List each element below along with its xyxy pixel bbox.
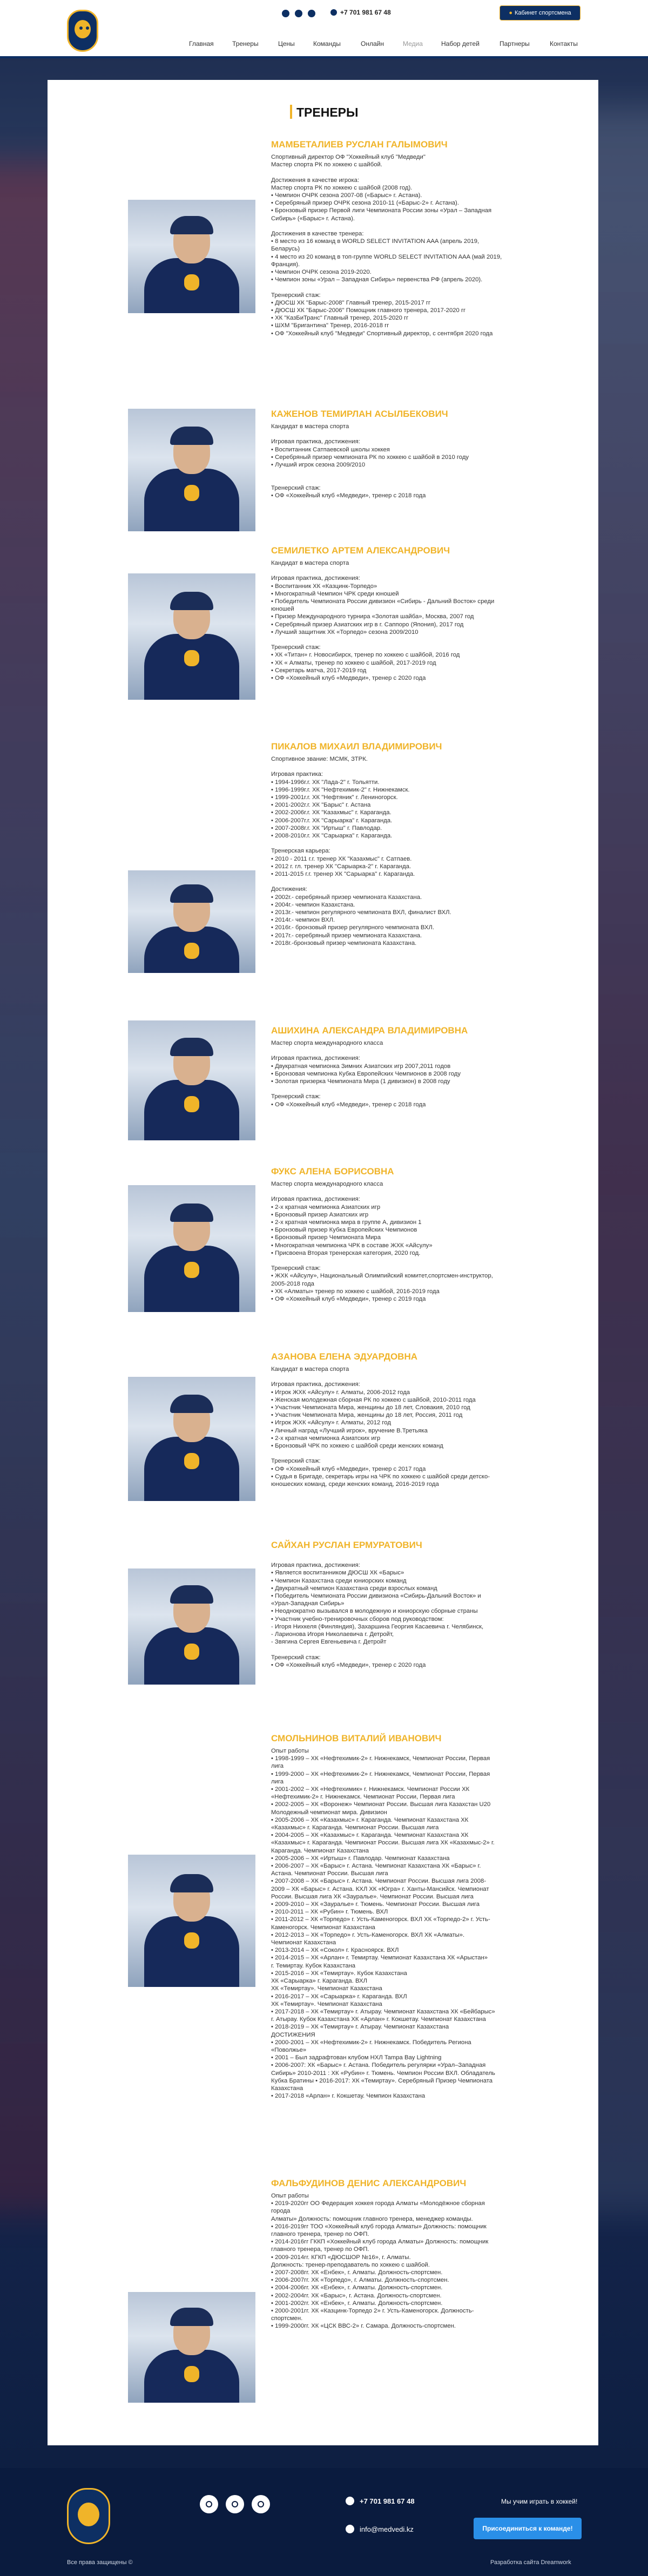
bio-line: Игровая практика, достижения: [271,1055,360,1062]
bio-line: • Бронзовый ЧРК по хоккею с шайбой среди женских команд [271,1443,443,1450]
bio-line: - Ларионова Игоря Николаевича г. Детройт, [271,1631,394,1638]
bio-line: • 2004-2006гг. ХК «Енбек», г. Алматы. Должность-спортсмен. [271,2284,443,2291]
coach-name: АШИХИНА АЛЕКСАНДРА ВЛАДИМИРОВНА [271,1025,468,1036]
bio-line: • 1999-2000 – ХК «Нефтехимик-2» г. Нижнекамск, Чемпионат России, Первая [271,1770,490,1777]
coach-photo [128,1855,255,1987]
user-icon: ● [509,10,512,16]
bio-line [271,1257,584,1265]
bio-line: лига [271,1778,284,1785]
bio-line: • Личный наград «Лучший игрок», вручение В.Третьяка [271,1427,428,1434]
bio-line: • 2007-2008 – ХК «Барыс» г. Астана. Чемпионат России. Высшая лига 2008- [271,1878,487,1885]
bio-line: • 2000-2001 – ХК «Нефтехимик-2» г. Нижнекамск. Победитель Региона [271,2039,471,2046]
bio-line: Игровая практика, достижения: [271,1196,360,1203]
bio-line: • 2016-2017 – ХК «Сарыарка» г. Караганда. ВХЛ [271,1993,407,2000]
bio-line: Опыт работы [271,2193,309,2199]
coach-photo [128,870,255,973]
coach-name: САЙХАН РУСЛАН ЕРМУРАТОВИЧ [271,1540,422,1550]
bio-line: • Бронзовая чемпионка Кубка Европейских Чемпионов в 2008 году [271,1070,461,1077]
bio-line: Мастер спорта РК по хоккею с шайбой. [271,161,382,168]
bio-line [271,840,584,847]
bio-line: • 2006-2007: ХК «Барыс» г. Астана. Победитель регулярки «Урал–Западная [271,2062,486,2069]
bio-line: • 2011-2012 – ХК «Торпедо» г. Усть-Каменогорск. ВХЛ ХК «Торпедо-2» г. Усть- [271,1916,490,1923]
bio-line: • Участник Чемпионата Мира, женщины до 18 лет, Россия, 2011 год [271,1412,463,1419]
nav-teams[interactable]: Команды [313,40,341,48]
coach-name: ПИКАЛОВ МИХАИЛ ВЛАДИМИРОВИЧ [271,741,442,752]
coach-photo [128,1568,255,1685]
bio-line: «Поволжье» [271,2046,307,2053]
bio-line: • 2014г.- чемпион ВХЛ. [271,917,335,924]
bio-line [271,1554,584,1561]
bio-line: • Бронзовый призер Кубка Европейских Чемпионов [271,1227,417,1234]
bio-line: Караганда. Чемпионат Казахстана [271,1847,369,1854]
bio-line: • ОФ «Хоккейный клуб «Медведи», тренер с 2020 года [271,1661,426,1668]
bio-line: • Призер Международного турнира «Золотая шайба», Москва, 2007 год [271,613,474,620]
footer-whatsapp-icon[interactable] [252,2495,270,2513]
bio-line: • Бронзовый призер Азиатских игр [271,1211,369,1218]
bio-line: Тренерская карьера: [271,848,330,855]
bio-line: • ОФ «Хоккейный клуб «Медведи», тренер с 2019 года [271,1296,426,1303]
bio-line: • Золотая призерка Чемпионата Мира (1 дивизион) в 2008 году [271,1078,450,1085]
bio-line: • 2012 г. гл. тренер ХК "Сарыарка-2" г. Караганда. [271,863,411,870]
bio-line [271,430,584,438]
bio-line: • 2015-2016 – ХК «Темиртау». Кубок Казахстана [271,1970,407,1977]
bio-line: • Воспитанник Сатпаевской школы хоккея [271,446,390,453]
header-phone-text: +7 701 981 67 48 [340,9,391,16]
bio-line: • ОФ «Хоккейный клуб «Медведи», тренер с 2017 года [271,1465,426,1472]
coach-bio [271,1554,584,1669]
bio-line: Сибирь» («Барыс» г. Астана). [271,215,355,222]
bio-line: «Нефтехимик-2» г. Нижнекамск. Чемпионат России, Первая лига [271,1794,455,1801]
bio-line: • Двукратный чемпион Казахстана среди взрослых команд [271,1585,437,1592]
bio-line: • Победитель Чемпионата России дивизиона «Сибирь-Дальний Восток» и [271,1593,481,1600]
coach-name: СЕМИЛЕТКО АРТЕМ АЛЕКСАНДРОВИЧ [271,545,450,556]
coach-name: ФУКС АЛЕНА БОРИСОВНА [271,1166,394,1177]
bio-line: • ШХМ "Бригантина" Тренер, 2016-2018 гг [271,322,389,329]
bio-line: Кандидат в мастера спорта [271,423,349,430]
bio-line: • Чемпион ОЧРК сезона 2019-2020. [271,269,372,276]
bio-line: • 2005-2006 – ХК «Казахмыс» г. Караганда. Чемпионат Казахстана ХК [271,1816,469,1823]
bio-line [271,1188,584,1195]
bio-line: • Многократный Чемпион ЧРК среди юношей [271,590,399,597]
nav-prices[interactable]: Цены [278,40,295,48]
coach-name: МАМБЕТАЛИЕВ РУСЛАН ГАЛЫМОВИЧ [271,139,448,150]
footer-phone[interactable] [346,2497,415,2505]
bio-line [271,283,584,291]
bio-line: Тренерский стаж: [271,1093,321,1100]
bio-line: • Победитель Чемпионата России дивизион «Сибирь - Дальний Восток» среди [271,598,495,605]
bio-line: • ОФ «Хоккейный клуб «Медведи», тренер с 2020 года [271,675,426,682]
bio-line: • 2006-2007гг. ХК «Торпедо», г. Алматы. Должность-спортсмен. [271,2277,449,2284]
bio-line: • 2002-2005 – ХК «Воронеж» Чемпионат России. Высшая лига Казахстан U20 [271,1801,491,1808]
coach-bio [271,1180,584,1303]
bio-line: • 2014-2015 – ХК «Арлан» г. Темиртау. Чемпионат Казахстана ХК «Арыстан» [271,1955,488,1962]
cabinet-button[interactable] [500,5,580,21]
bio-line: Игровая практика, достижения: [271,1381,360,1388]
bio-line: • 2001 – Был задрафтован клубом НХЛ Tampa Bay Lightning [271,2054,442,2061]
bio-line: • 1998-1999 – ХК «Нефтехимик-2» г. Нижнекамск, Чемпионат России, Первая [271,1755,490,1762]
bio-line: • 2019-2020гг ОО Федерация хоккея города Алматы «Молодёжное сборная [271,2200,485,2207]
bio-line: ХК «Темиртау». Чемпионат Казахстана [271,1985,382,1992]
bio-line: Кандидат в мастера спорта [271,560,349,566]
bio-line: Чемпионат Казахстана [271,1939,336,1946]
footer-logo[interactable] [67,2488,110,2544]
bio-line: • 2005-2006 – ХК «Иртыш» г. Павлодар. Чемпионат Казахстана [271,1855,450,1862]
bio-line: • 2009-2014гг. КГКП «ДЮСШОР №16», г. Алматы. [271,2254,411,2261]
footer-slogan: Мы учим играть в хоккей! [501,2498,578,2505]
bio-line [271,476,584,484]
nav-online[interactable]: Онлайн [361,40,384,48]
bear-logo[interactable] [67,10,98,52]
title-accent [290,105,292,119]
bio-line: Спортивное звание: МСМК, ЗТРК. [271,756,368,762]
bio-line: Достижения в качестве игрока: [271,177,360,184]
bio-line: «Казахмыс» г. Караганда. Чемпионат России. Высшая лига ХК «Казахмыс-2» г. [271,1840,495,1847]
bio-line: • 8 место из 16 команд в WORLD SELECT INVITATION AAA (апрель 2019, [271,238,480,245]
bio-line: • Чемпион ОЧРК сезона 2007-08 («Барыс» г. Астана). [271,192,422,199]
footer-facebook-icon[interactable] [200,2495,218,2513]
coach-photo [128,1377,255,1501]
bio-line: Тренерский стаж: [271,292,321,299]
bio-line: • Женская молодежная сборная РК по хоккею с шайбой, 2010-2011 года [271,1396,476,1403]
bio-line: • 1996-1999г.г. ХК "Нефтехимик-2" г. Нижнекамск. [271,786,410,793]
bio-line: Мастер спорта международного класса [271,1181,383,1187]
bio-line: • Серебряный призер чемпионата РК по хоккею с шайбой в 2010 году [271,454,469,461]
coach-bio [271,1365,584,1488]
coach-bio [271,153,584,337]
bio-line: • Судья в Бригаде, секретарь игры на ЧРК по хоккею с шайбой среди детско- [271,1473,490,1480]
bio-line: юношей [271,606,294,613]
coach-photo [128,2292,255,2403]
bio-line: «Казахмыс» г. Караганда. Чемпионат России. Высшая лига [271,1824,439,1831]
bio-line: • ОФ "Хоккейный клуб "Медведи" Спортивный директор, с сентября 2020 года [271,330,493,337]
footer-phone-text: +7 701 981 67 48 [360,2497,415,2505]
bio-line: города [271,2208,291,2215]
coach-name: АЗАНОВА ЕЛЕНА ЭДУАРДОВНА [271,1351,418,1362]
bio-line: Игровая практика, достижения: [271,575,360,582]
bio-line: • 2004г.- чемпион Казахстана. [271,901,355,908]
coach-bio [271,755,584,947]
bio-line: • Бронзовый призер Чемпионата Мира [271,1234,381,1241]
coach-bio [271,1039,584,1108]
coach-bio [271,423,584,499]
bio-line: • 2006-2007г.г. ХК "Сарыарка" г. Караганда. [271,817,393,824]
bio-line: • Секретарь матча, 2017-2019 год [271,667,367,674]
bio-line: • ХК "КазБиТранс" Главный тренер, 2015-2020 гг [271,315,409,322]
bio-line: • 2004-2005 – ХК «Казахмыс» г. Караганда. Чемпионат Казахстана ХК [271,1832,469,1839]
bio-line: • 2014-2016гг ГККП «Хоккейный клуб города Алматы» Должность: помощник [271,2239,489,2246]
bio-line: • Неоднократно вызывался в молодежную и юниорскую сборные страны [271,1608,478,1615]
bio-line: • Серебряный призер Азиатских игр в г. Саппоро (Япония), 2017 год [271,621,464,628]
bio-line: • 2001-2002гг. ХК «Енбек», г. Алматы. Должность-спортсмен. [271,2300,443,2307]
bio-line: • Чемпион зоны «Урал – Западная Сибирь» первенства РФ (апрель 2020). [271,276,483,283]
bio-line: Спортивный директор ОФ "Хоккейный клуб "Медведи" [271,154,426,160]
bio-line: Тренерский стаж: [271,644,321,651]
bio-line: лига [271,1763,284,1770]
bio-line: • Игрок ЖХК «Айсулу» г. Алматы, 2006-2012 года [271,1389,410,1396]
bio-line: • 2016г.- бронзовый призер регулярного чемпионата ВХЛ. [271,924,435,931]
bio-line: Мастер спорта международного класса [271,1040,383,1046]
bio-line: Опыт работы [271,1748,309,1754]
footer-rights: Все права защищены © [67,2559,133,2566]
bio-line: • ОФ «Хоккейный клуб «Медведи», тренер с 2018 года [271,1101,426,1108]
coach-bio [271,2192,584,2330]
mail-icon [346,2525,354,2533]
bio-line: • 2006-2007 – ХК «Барыс» г. Астана. Чемпионат Казахстана ХК «Барыс» г. [271,1863,481,1870]
bio-line: • 2001-2002г.г. ХК "Барыс" г. Астана [271,802,371,809]
bio-line [271,1450,584,1457]
bio-line: • ДЮСШ ХК "Барыс-2008" Главный тренер, 2015-2017 гг [271,299,431,306]
bio-line: • Бронзовый призер Первой лиги Чемпионата России зоны «Урал – Западная [271,207,492,214]
bio-line [271,636,584,644]
bio-line: • Чемпион Казахстана среди юниорских команд [271,1577,407,1584]
bio-line: • 2017-2018 «Арлан» г. Кокшетау. Чемпион Казахстана [271,2093,426,2100]
footer-email[interactable] [346,2525,414,2533]
nav-contacts[interactable]: Контакты [550,40,578,48]
coach-photo [128,1185,255,1312]
bio-line: • Лучший защитник ХК «Торпедо» сезона 2009/2010 [271,628,418,635]
bio-line: • Присвоена Вторая тренерская категория, 2020 год. [271,1249,421,1256]
bio-line: • 1994-1996г.г. ХК "Лада-2" г. Тольятти. [271,779,380,786]
bio-line: Астана. Чемпионат России. Высшая лига [271,1870,388,1877]
bio-line [271,763,584,770]
coach-name: КАЖЕНОВ ТЕМИРЛАН АСЫЛБЕКОВИЧ [271,409,448,419]
bio-line: • 2013г.- чемпион регулярного чемпионата ВХЛ, финалист ВХЛ. [271,909,451,916]
coach-photo [128,1020,255,1140]
coach-photo [128,200,255,313]
bio-line: • 2017-2018 – ХК «Темиртау» г. Атырау. Чемпионат Казахстана ХК «Бейбарыс» [271,2008,495,2015]
bio-line: Каменогорск. Чемпионат Казахстана [271,1924,375,1931]
bio-line: юношеских команд, среди женских команд, 2016-2019 года [271,1481,439,1488]
bio-line: главного тренера, тренер по ОФП. [271,2246,369,2253]
bio-line [271,168,584,176]
bio-line: Беларусь) [271,246,300,253]
coach-photo [128,573,255,700]
bio-line [271,1085,584,1093]
bio-line: • ОФ «Хоккейный клуб «Медведи», тренер с 2018 года [271,492,426,499]
cabinet-label: Кабинет спортсмена [515,10,571,16]
coach-name: СМОЛЬНИНОВ ВИТАЛИЙ ИВАНОВИЧ [271,1733,442,1743]
bio-line: • 2002-2006г.г. ХК "Казахмыс" г. Караганда. [271,809,392,816]
bio-line: • Участник учебно-тренировочных сборов под руководством: [271,1615,444,1622]
bio-line: Игровая практика: [271,771,323,778]
bio-line: Тренерский стаж: [271,484,321,491]
nav-media[interactable]: Медиа [403,40,423,48]
bio-line: • Является воспитанником ДЮСШ ХК «Барыс» [271,1570,404,1577]
bio-line [271,1646,584,1653]
bio-line: • 2-х кратная чемпионка Азиатских игр [271,1435,381,1442]
bio-line: • 2017г.- серебряный призер чемпионата Казахстана. [271,932,422,939]
header [0,0,648,58]
bio-line: - Звягина Сергея Евгеньевича г. Детройт [271,1639,387,1646]
bio-line: • 2000-2001гг. ХК «Казцинк-Торпедо 2» г. Усть-Каменогорск. Должность- [271,2308,474,2315]
bio-line [271,567,584,574]
bio-line: • 4 место из 20 команд в топ-группе WORLD SELECT INVITATION AAA (май 2019, [271,253,502,260]
header-phone[interactable] [330,9,391,16]
bio-line: Мастер спорта РК по хоккею с шайбой (2008 год). [271,184,413,191]
coach-bio [271,1747,584,2100]
bio-line: Тренерский стаж: [271,1654,321,1661]
bio-line: • 2018-2019 – ХК «Темиртау» г. Атырау. Чемпионат Казахстана [271,2024,449,2031]
phone-icon [346,2497,354,2505]
bio-line: • 2016-2019гг ТОО «Хоккейный клуб города Алматы» Должность: помощник [271,2223,487,2230]
bio-line: - Игоря Нихкеля (Финляндия), Захаршина Георгия Касаевича г. Челябинск, [271,1623,484,1630]
bio-line: • Многократная чемпионка ЧРК в составе ЖХК «Айсулу» [271,1242,433,1249]
bio-line: • ХК «Титан» г. Новосибирск, тренер по хоккею с шайбой, 2016 год [271,652,460,659]
bio-line: Тренерский стаж: [271,1458,321,1465]
bio-line: • ХК « Алматы, тренер по хоккею с шайбой, 2017-2019 год [271,659,436,666]
bio-line: Франция). [271,261,300,268]
nav-partners[interactable]: Партнеры [500,40,530,48]
phone-icon [330,9,337,16]
bio-line: г. Атырау. Кубок Казахстана ХК «Арлан» г. Кокшетау. Чемпионат Казахстана [271,2016,486,2023]
bio-line: 2005-2018 года [271,1280,314,1287]
bio-line [271,469,584,476]
bio-line: Достижения: [271,886,307,893]
bio-line: • 2018г.-бронзовый призер чемпионата Казахстана. [271,939,417,946]
bio-line [271,222,584,230]
bio-line: • 1999-2000гг. ХК «ЦСК ВВС-2» г. Самара. Должность-спортсмен. [271,2323,456,2330]
bio-line: • Серебряный призер ОЧРК сезона 2010-11 («Барыс-2» г. Астана). [271,200,459,207]
bio-line: Кандидат в мастера спорта [271,1366,349,1372]
bio-line: ХК «Темиртау». Чемпионат Казахстана [271,2000,382,2007]
bio-line: • Участник Чемпионата Мира, женщины до 18 лет, Словакия, 2010 год [271,1404,470,1411]
bio-line: спортсмен. [271,2315,303,2322]
nav-home[interactable]: Главная [189,40,214,48]
bio-line: Должность: тренер-преподаватель по хоккею с шайбой. [271,2261,430,2268]
bio-line: • 2012-2013 – ХК «Торпедо» г. Усть-Каменогорск. ВХЛ ХК «Алматы». [271,1931,465,1938]
bio-line: ХК «Сарыарка» г. Караганда. ВХЛ [271,1978,367,1985]
bio-line: Тренерский стаж: [271,1265,321,1272]
page-title: ТРЕНЕРЫ [296,105,359,119]
nav-coaches[interactable]: Тренеры [232,40,259,48]
bio-line: • 2013-2014 – ХК «Сокол» г. Красноярск. ВХЛ [271,1947,399,1954]
bio-line: Казахстана [271,2085,303,2092]
footer-instagram-icon[interactable] [226,2495,244,2513]
bio-line: • 2009-2010 – ХК «Зауралье» г. Тюмень. Чемпионат России. Высшая лига [271,1901,480,1908]
bio-line: • ХК «Алматы» тренер по хоккею с шайбой, 2016-2019 года [271,1288,440,1295]
facebook-icon[interactable] [282,10,289,17]
bio-line [271,1047,584,1054]
bio-line: Кубка Братины • 2016-2017: ХК «Темиртау». Серебряный Призер Чемпионата [271,2077,493,2084]
coach-bio [271,559,584,682]
footer-email-text: info@medvedi.kz [360,2525,414,2533]
bio-line [271,1373,584,1381]
bio-line: • 2010-2011 – ХК «Рубин» г. Тюмень. ВХЛ [271,1909,388,1916]
bio-line: Достижения в качестве тренера: [271,231,364,238]
developer-credit[interactable]: Разработка сайта Dreamwork [490,2559,571,2566]
bio-line: 2009 – ХК «Барыс» г. Астана. КХЛ ХК «Югра» г. Ханты-Мансийск. Чемпионат [271,1885,489,1892]
bio-line: • 2010 - 2011 г.г. тренер ХК "Казахмыс" г. Сатпаев. [271,855,412,862]
bio-line: • Игрок ЖХК «Айсулу» г. Алматы, 2012 год [271,1419,391,1426]
join-team-button[interactable]: Присоединиться к команде! [474,2518,582,2539]
coach-name: ФАЛЬФУДИНОВ ДЕНИС АЛЕКСАНДРОВИЧ [271,2178,467,2188]
bio-line: • ЖХК «Айсулу», Национальный Олимпийский комитет,спортсмен-инструктор, [271,1273,493,1280]
coach-photo [128,409,255,531]
bio-line: «Урал-Западная Сибирь» [271,1600,345,1607]
bio-line: Игровая практика, достижения: [271,438,360,445]
bio-line [271,878,584,885]
bio-line: • 2-х кратная чемпионка Азиатских игр [271,1204,381,1211]
bio-line: Сибирь» 2010-2011 : ХК «Рубин» г. Тюмень. Чемпион России ВХЛ. Обладатель [271,2070,495,2077]
whatsapp-icon[interactable] [308,10,315,17]
bio-line: • Воспитанник ХК «Казцинк-Торпедо» [271,583,377,590]
bio-line: Алматы» Должность: помощник главного тренера, менеджер команды. [271,2215,473,2222]
bio-line: ДОСТИЖЕНИЯ [271,2031,315,2038]
instagram-icon[interactable] [295,10,302,17]
bio-line: • 1999-2001г.г. ХК "Нефтяник" г. Лениногорск. [271,794,398,801]
bio-line: • Двукратная чемпионка Зимних Азиатских игр 2007,2011 годов [271,1063,451,1070]
bio-line: Игровая практика, достижения: [271,1562,360,1569]
bio-line: • 2002-2004гг. ХК «Барыс», г. Астана. Должность-спортсмен. [271,2292,442,2299]
bio-line: • 2007-2008г.г. ХК "Иртыш" г. Павлодар. [271,824,382,831]
bio-line: России. Высшая лига ХК «Зауралье». Чемпионат России. Высшая лига [271,1893,474,1900]
bio-line: г. Темиртау. Кубок Казахстана [271,1962,356,1969]
bio-line: • Лучший игрок сезона 2009/2010 [271,462,366,469]
bio-line: • 2001-2002 – ХК «Нефтехимик» г. Нижнекамск. Чемпионат России ХК [271,1786,470,1793]
bio-line: • 2011-2015 г.г. тренер ХК "Сарыарка" г. Караганда. [271,871,415,878]
bio-line: • 2-х кратная чемпионка мира в группе A, дивизион 1 [271,1219,422,1226]
bio-line: • 2008-2010г.г. ХК "Сарыарка" г. Караганда. [271,833,393,840]
bio-line: главного тренера, тренер по ОФП. [271,2231,369,2238]
bio-line: • 2002г.- серебряный призер чемпионата Казахстана. [271,894,422,901]
bio-line: Молодежный чемпионат мира. Дивизион [271,1809,387,1816]
bio-line: • 2007-2008гг. ХК «Енбек», г. Алматы. Должность-спортсмен. [271,2269,443,2276]
nav-kids[interactable]: Набор детей [441,40,480,48]
bio-line: • ДЮСШ ХК "Барыс-2006" Помощник главного тренера, 2017-2020 гг [271,307,466,314]
